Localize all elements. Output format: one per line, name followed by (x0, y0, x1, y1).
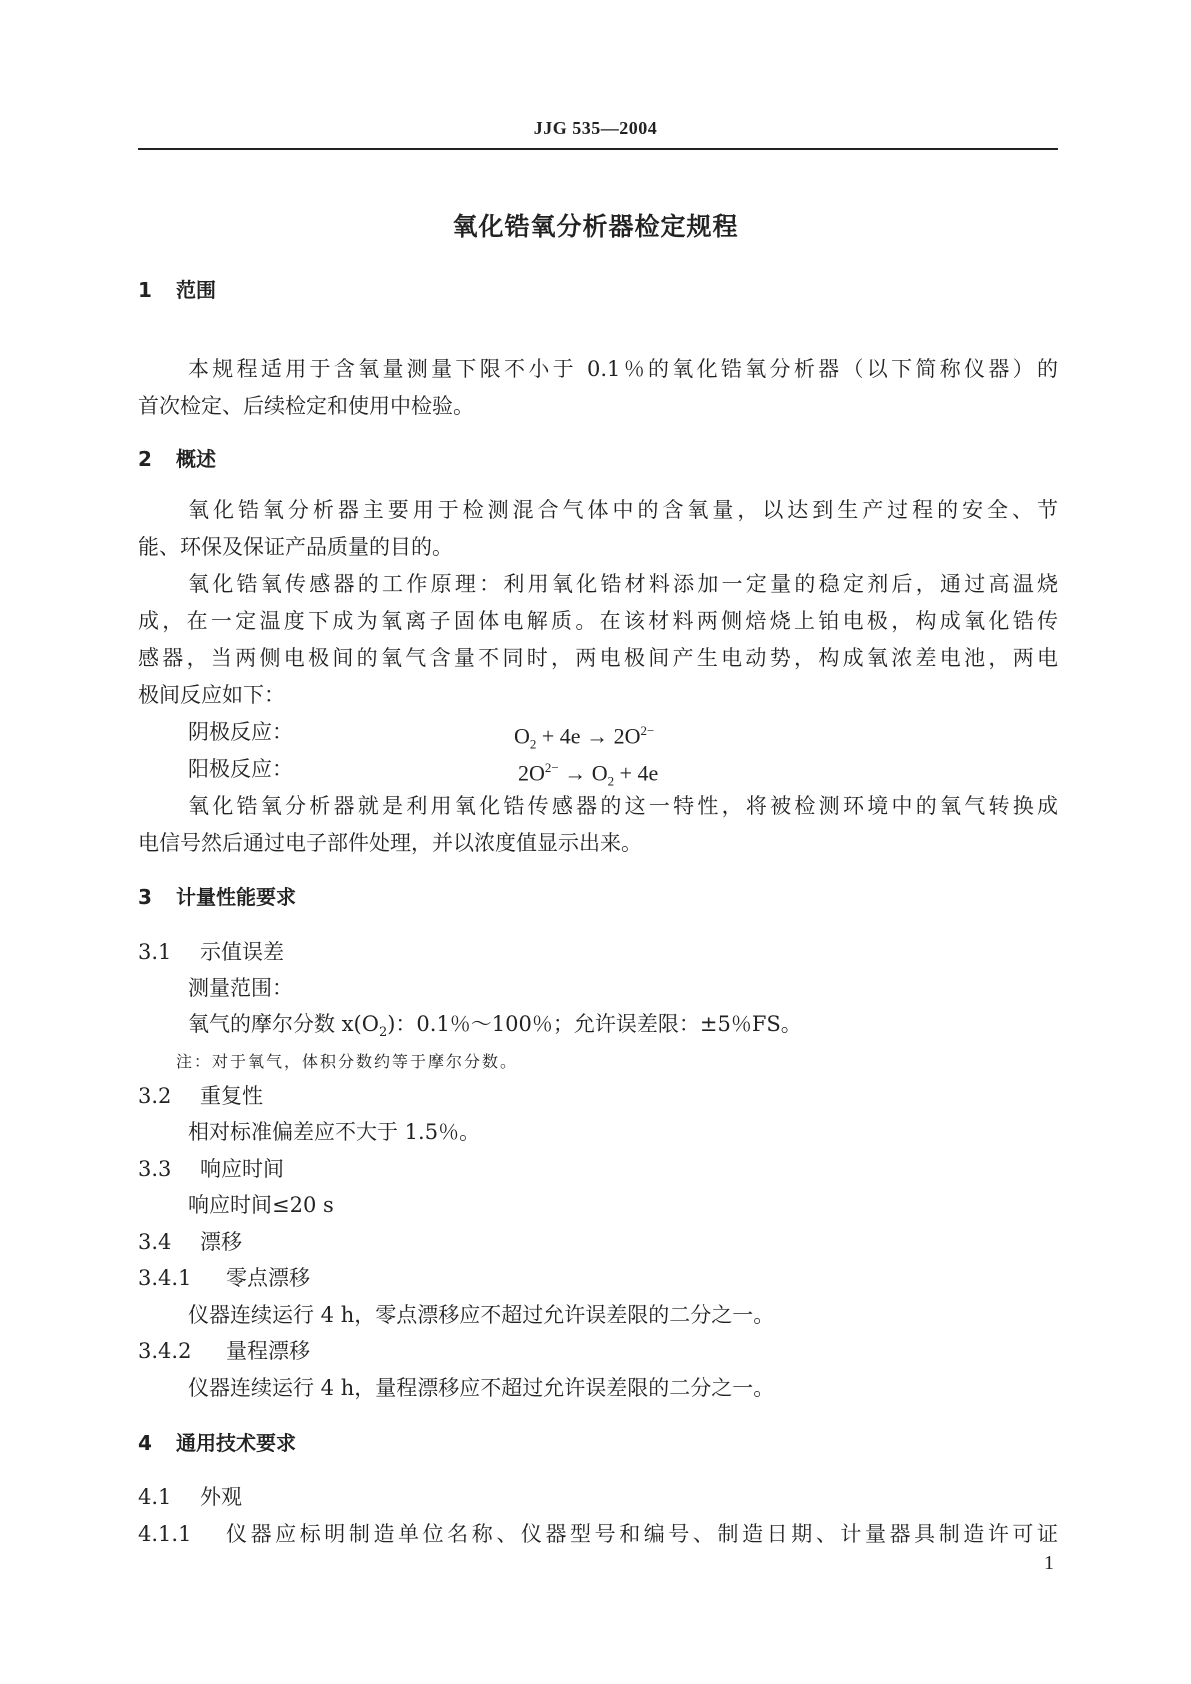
page-number: 1 (1044, 1552, 1054, 1574)
subsection-3-2: 3.2 重复性 (138, 1084, 263, 1108)
running-header: JJG 535—2004 (533, 118, 658, 138)
section-number: 4 (138, 1431, 152, 1455)
measurement-range-line: 氧气的摩尔分数 $x(O_2)$：0.1％～100％；允许误差限：±5％FS。 (188, 1012, 802, 1041)
subsection-3-3: 3.3 响应时间 (138, 1157, 284, 1181)
paragraph-line: 响应时间≤20 s (188, 1193, 334, 1217)
section-3-heading (138, 883, 296, 911)
section-title: 概述 (176, 447, 216, 471)
subsection-4-1: 4.1 外观 (138, 1485, 242, 1509)
paragraph-line: 本规程适用于含氧量测量下限不小于 0.1％的氧化锆氧分析器（以下简称仪器）的 (188, 357, 1058, 381)
paragraph-line: 成，在一定温度下成为氧离子固体电解质。在该材料两侧焙烧上铂电极，构成氧化锆传 (138, 609, 1058, 633)
paragraph-line: 仪器连续运行 4 h，量程漂移应不超过允许误差限的二分之一。 (188, 1376, 775, 1400)
cathode-label: 阴极反应： (188, 720, 293, 744)
paragraph-line: 相对标准偏差应不大于 1.5％。 (188, 1120, 481, 1144)
paragraph-line: 氧化锆氧分析器就是利用氧化锆传感器的这一特性，将被检测环境中的氧气转换成 (188, 794, 1058, 818)
section-number: 1 (138, 278, 152, 302)
section-1-heading (138, 276, 216, 304)
section-2-heading (138, 445, 216, 473)
paragraph-line: 极间反应如下： (138, 683, 285, 707)
paragraph-line: 氧化锆氧传感器的工作原理：利用氧化锆材料添加一定量的稳定剂后，通过高温烧 (188, 572, 1058, 596)
section-title: 通用技术要求 (176, 1431, 296, 1455)
section-4-heading (138, 1429, 296, 1457)
subsection-3-4-1: 3.4.1 零点漂移 (138, 1266, 310, 1290)
subsection-3-4-2: 3.4.2 量程漂移 (138, 1339, 310, 1363)
anode-equation: $2O^{2-} \to O_2 + 4e$ (518, 760, 659, 789)
paragraph-line: 电信号然后通过电子部件处理，并以浓度值显示出来。 (138, 831, 642, 855)
subsection-3-4: 3.4 漂移 (138, 1230, 242, 1254)
paragraph-line: 测量范围： (188, 976, 293, 1000)
paragraph-line: 感器，当两侧电极间的氧气含量不同时，两电极间产生电动势，构成氧浓差电池，两电 (138, 646, 1058, 670)
section-title: 范围 (176, 278, 216, 302)
section-number: 3 (138, 885, 152, 909)
anode-label: 阳极反应： (188, 757, 293, 781)
paragraph-line: 能、环保及保证产品质量的目的。 (138, 535, 453, 559)
paragraph-line: 氧化锆氧分析器主要用于检测混合气体中的含氧量，以达到生产过程的安全、节 (188, 498, 1058, 522)
paragraph-line: 仪器连续运行 4 h，零点漂移应不超过允许误差限的二分之一。 (188, 1303, 775, 1327)
section-title: 计量性能要求 (176, 885, 296, 909)
subsection-3-1: 3.1 示值误差 (138, 940, 284, 964)
document-title: 氧化锆氧分析器检定规程 (452, 212, 739, 241)
subsection-4-1-1: 4.1.1 仪器应标明制造单位名称、仪器型号和编号、制造日期、计量器具制造许可证 (138, 1522, 1058, 1546)
header-rule (138, 148, 1058, 150)
section-number: 2 (138, 447, 152, 471)
cathode-equation: $O_2 + 4e \to 2O^{2-}$ (514, 723, 655, 752)
paragraph-line: 首次检定、后续检定和使用中检验。 (138, 394, 474, 418)
note: 注：对于氧气，体积分数约等于摩尔分数。 (176, 1052, 519, 1071)
